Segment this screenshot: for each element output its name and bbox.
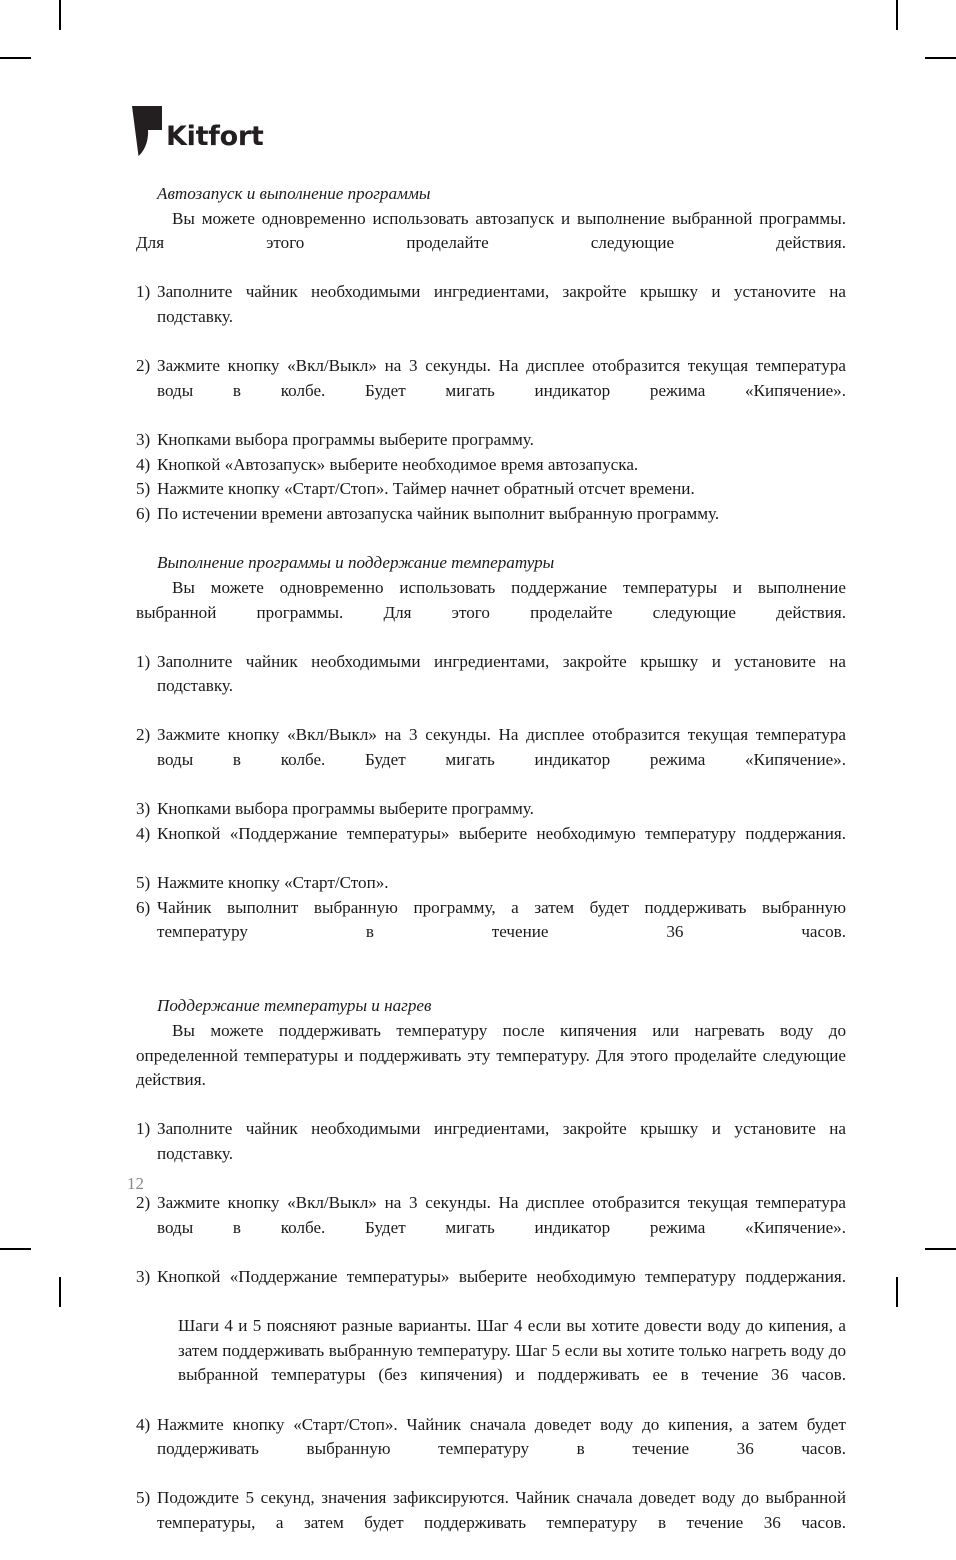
list-item-text: Зажмите кнопку «Вкл/Выкл» на 3 секунды. На дисплее отобразится текущая температура воды в колбе. Будет мигать индикатор режима «Кипячение». xyxy=(157,725,846,770)
list-item xyxy=(136,797,846,822)
crop-mark-top-right-horizontal xyxy=(925,57,956,59)
section-program-and-keep-warm xyxy=(136,551,846,969)
list-item-number: 4) xyxy=(136,454,151,474)
list-item-text: Кнопками выбора программы выберите программу. xyxy=(157,429,534,449)
section-keep-warm-and-heat xyxy=(136,994,846,1560)
list-item-number: 3) xyxy=(136,429,151,449)
section-title: Автозапуск и выполнение программы xyxy=(157,184,431,203)
page-content xyxy=(136,182,846,1560)
list-item-number: 5) xyxy=(136,873,151,893)
list-item-number: 1) xyxy=(136,651,151,671)
list-item xyxy=(136,650,846,724)
crop-mark-bottom-left-vertical xyxy=(59,1277,61,1307)
list-item xyxy=(136,896,846,970)
section-spacer xyxy=(136,526,846,551)
list-item xyxy=(136,280,846,354)
list-item-number: 4) xyxy=(136,1414,151,1434)
list-item-text: Нажмите кнопку «Старт/Стоп». xyxy=(157,873,389,893)
section-lead-paragraph: Вы можете одновременно использовать поддержание температуры и выполнение выбранной программы. Для этого проделайте следующие действия. xyxy=(136,577,846,622)
section-autostart-and-program xyxy=(136,182,846,526)
brand-wordmark: Kitfort xyxy=(166,121,264,152)
crop-mark-bottom-right-vertical xyxy=(896,1277,898,1307)
crop-mark-bottom-right-horizontal xyxy=(925,1248,956,1250)
list-item-text: Нажмите кнопку «Старт/Стоп». Таймер начнет обратный отсчет времени. xyxy=(157,479,695,499)
step-list xyxy=(136,1117,846,1560)
list-item-number: 5) xyxy=(136,1488,151,1508)
crop-mark-top-left-vertical xyxy=(59,0,61,30)
step-explanatory-note: Шаги 4 и 5 поясняют разные варианты. Шаг 4 если вы хотите довести воду до кипения, а затем поддерживать выбранную температуру. Шаг 5 если вы хотите только нагреть воду до выбранной температуры (без кипячения) и поддерживать ее в течение 36 часов. xyxy=(178,1316,846,1385)
list-item xyxy=(136,453,846,478)
list-item xyxy=(136,1486,846,1560)
section-title: Поддержание температуры и нагрев xyxy=(157,996,432,1016)
list-item xyxy=(136,1191,846,1265)
section-lead-paragraph: Вы можете одновременно использовать автозапуск и выполнение выбранной программы. Для этого проделайте следующие действия. xyxy=(136,208,846,253)
list-item xyxy=(136,1413,846,1487)
section-spacer xyxy=(136,969,846,994)
list-item xyxy=(136,723,846,797)
list-item xyxy=(136,822,846,871)
list-item-text: Заполните чайник необходимыми ингредиентами, закройте крышку и устаноvите на подставку. xyxy=(157,282,846,326)
list-item-text: Кнопками выбора программы выберите программу. xyxy=(157,799,534,819)
list-item xyxy=(136,1265,846,1413)
list-item-text: Зажмите кнопку «Вкл/Выкл» на 3 секунды. На дисплее отобразится текущая температура воды в колбе. Будет мигать индикатор режима «Кипячение». xyxy=(157,356,846,400)
crop-mark-top-left-horizontal xyxy=(0,57,31,59)
crop-mark-top-right-vertical xyxy=(896,0,898,30)
list-item xyxy=(136,354,846,428)
list-item xyxy=(136,477,846,502)
section-title: Выполнение программы и поддержание температуры xyxy=(157,553,555,573)
step-list xyxy=(136,280,846,526)
list-item xyxy=(136,502,846,527)
list-item-number: 3) xyxy=(136,1266,151,1286)
list-item-number: 2) xyxy=(136,356,151,376)
brand-logo xyxy=(132,104,264,156)
list-item-text: Кнопкой «Поддержание температуры» выберите необходимую температуру поддержания. xyxy=(157,1266,846,1286)
list-item-number: 3) xyxy=(136,799,151,819)
list-item-text: Заполните чайник необходимыми ингредиентами, закройте крышку и установите на подставку. xyxy=(157,1119,846,1163)
list-item xyxy=(136,428,846,453)
list-item-number: 2) xyxy=(136,725,151,745)
list-item-text: Чайник выполнит выбранную программу, а затем будет поддерживать выбранную температуру в течение 36 часов. xyxy=(157,897,846,942)
list-item-number: 2) xyxy=(136,1193,151,1213)
page-number: 12 xyxy=(127,1174,144,1193)
step-list xyxy=(136,650,846,970)
list-item-number: 1) xyxy=(136,282,151,302)
list-item-text: Кнопкой «Поддержание температуры» выберите необходимую температуру поддержания. xyxy=(157,823,846,843)
crop-mark-bottom-left-horizontal xyxy=(0,1248,31,1250)
kitfort-flag-mark-icon xyxy=(132,106,162,156)
list-item-number: 6) xyxy=(136,503,151,523)
list-item-number: 4) xyxy=(136,823,151,843)
list-item xyxy=(136,871,846,896)
list-item-number: 1) xyxy=(136,1119,151,1139)
list-item-text: Кнопкой «Автозапуск» выберите необходимое время автозапуска. xyxy=(157,454,639,474)
list-item-text: Зажмите кнопку «Вкл/Выкл» на 3 секунды. На дисплее отобразится текущая температура воды в колбе. Будет мигать индикатор режима «Кипячение». xyxy=(157,1193,846,1237)
section-lead-paragraph: Вы можете поддерживать температуру после кипячения или нагревать воду до определенной температуры и поддерживать эту температуру. Для этого проделайте следующие действия. xyxy=(136,1021,846,1090)
list-item-text: Нажмите кнопку «Старт/Стоп». Чайник сначала доведет воду до кипения, а затем будет поддерживать выбранную температуру в течение 36 часов. xyxy=(157,1414,846,1459)
list-item-text: Подождите 5 секунд, значения зафиксируются. Чайник сначала доведет воду до выбранной температуры, а затем будет поддерживать температуру в течение 36 часов. xyxy=(157,1488,846,1532)
list-item-text: По истечении времени автозапуска чайник выполнит выбранную программу. xyxy=(157,503,720,523)
list-item-number: 5) xyxy=(136,479,151,499)
list-item-number: 6) xyxy=(136,897,151,917)
list-item-text: Заполните чайник необходимыми ингредиентами, закройте крышку и установите на подставку. xyxy=(157,651,846,696)
list-item xyxy=(136,1117,846,1191)
